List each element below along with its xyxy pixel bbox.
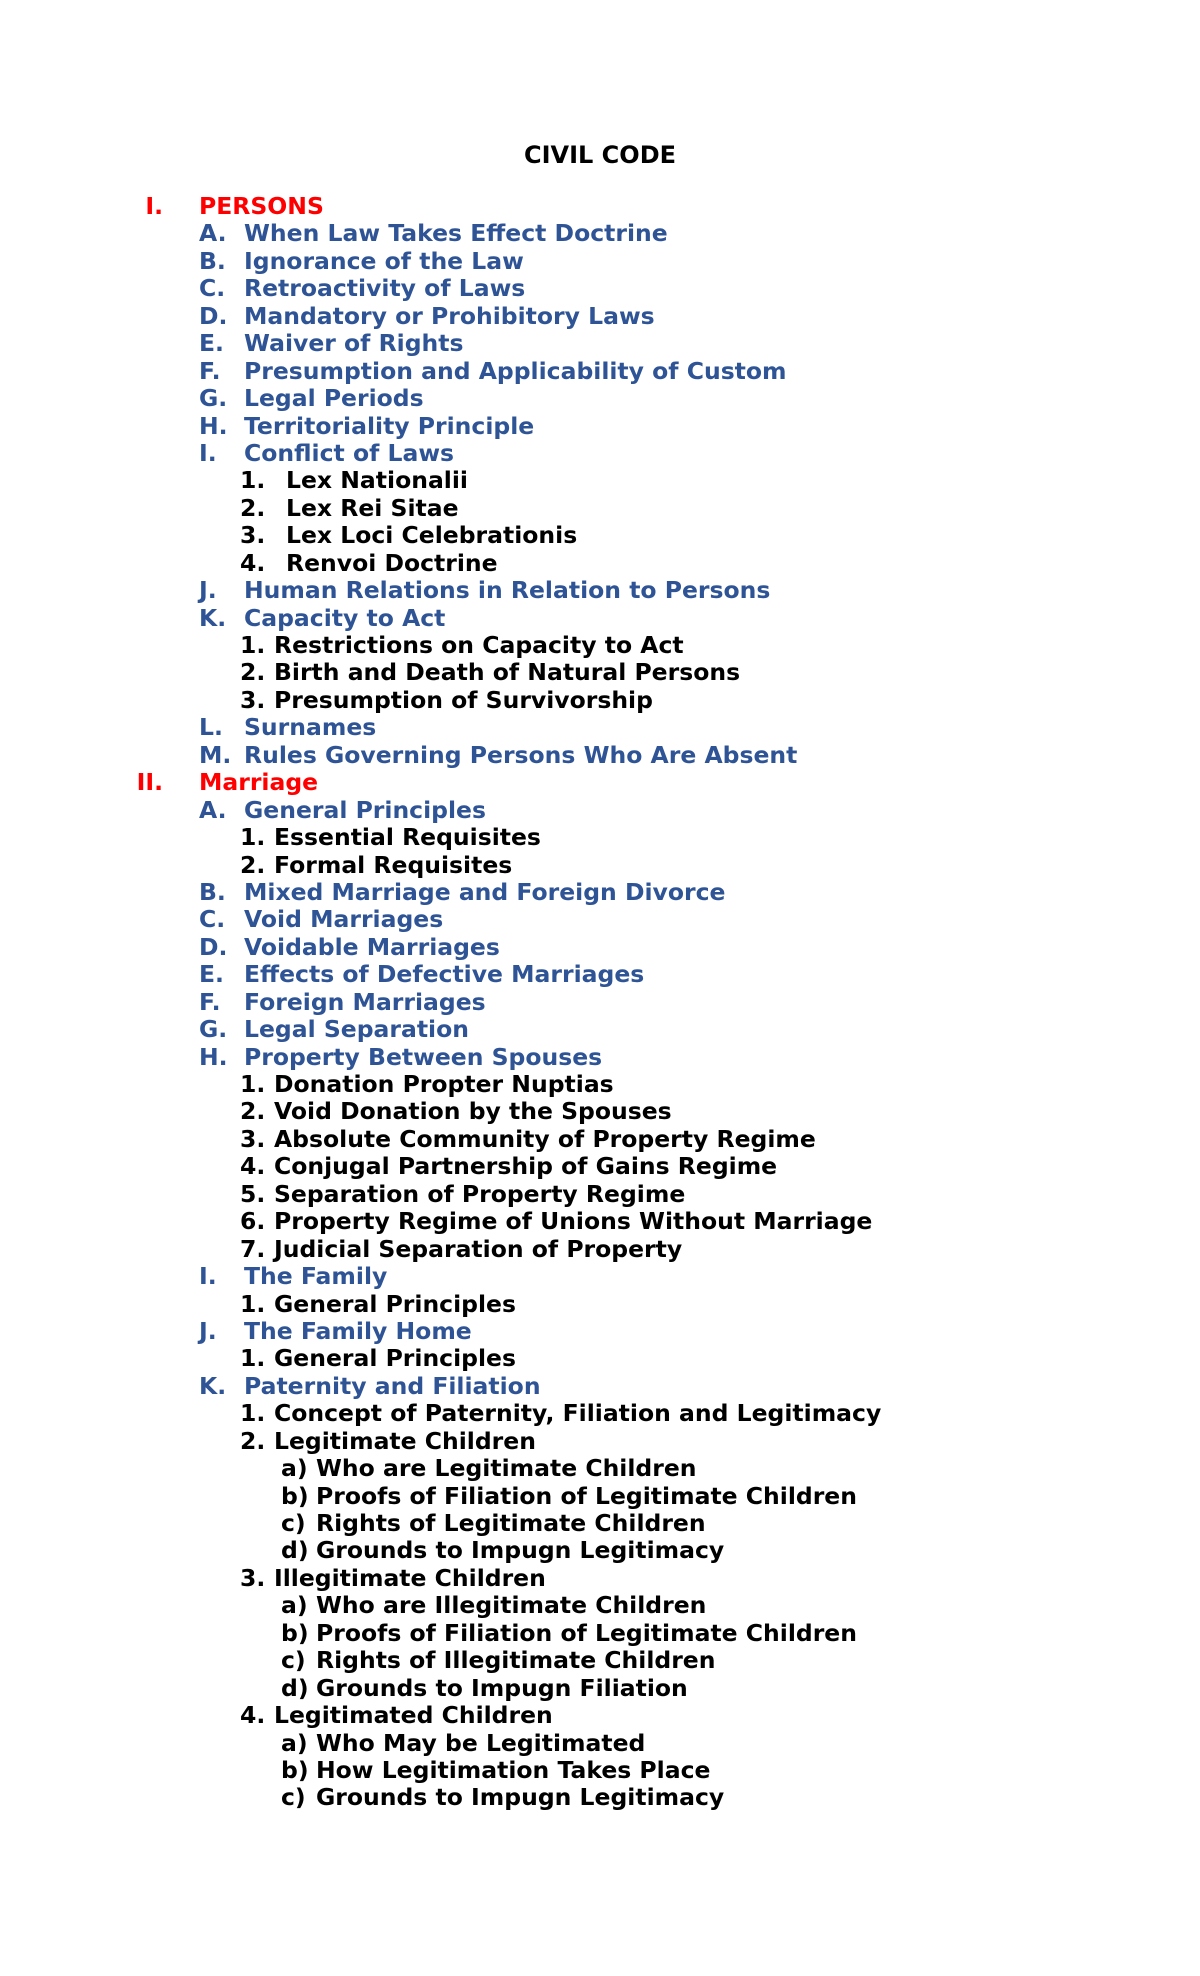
outline-marker: A. (199, 795, 227, 824)
outline-item-level-3 (0, 1098, 1200, 1125)
outline-text: Proofs of Filiation of Legitimate Children (316, 1618, 857, 1647)
outline-item-level-2 (0, 1263, 1200, 1290)
outline-text: Lex Rei Sitae (286, 493, 459, 522)
outline-text: Property Regime of Unions Without Marriage (274, 1207, 873, 1236)
outline-marker: G. (199, 384, 228, 413)
outline-text: Restrictions on Capacity to Act (274, 631, 684, 659)
outline-marker: d) (281, 1536, 309, 1565)
outline-text: Illegitimate Children (274, 1563, 546, 1592)
outline-text: Formal Requisites (274, 850, 513, 879)
outline-text: Surnames (244, 713, 377, 742)
outline-marker: 4. (240, 548, 266, 577)
outline-marker: 7. (240, 1234, 266, 1263)
outline-item-level-2 (0, 934, 1200, 961)
outline-item-level-2 (0, 248, 1200, 275)
outline-marker: G. (199, 1015, 228, 1044)
outline-marker: D. (199, 932, 228, 961)
outline-text: General Principles (244, 795, 486, 824)
outline-marker: 3. (240, 1124, 266, 1153)
outline-item-level-3 (0, 632, 1200, 659)
outline-text: Grounds to Impugn Filiation (316, 1673, 688, 1702)
outline-item-level-4 (0, 1537, 1200, 1564)
outline-item-level-2 (0, 742, 1200, 769)
outline-marker: b) (281, 1481, 309, 1510)
outline-item-level-2 (0, 577, 1200, 604)
outline-text: General Principles (274, 1289, 516, 1318)
outline-marker: C. (199, 274, 226, 303)
outline-text: Conflict of Laws (244, 438, 455, 467)
outline-marker: c) (281, 1646, 306, 1675)
outline-text: Donation Propter Nuptias (274, 1070, 614, 1098)
outline-item-level-2 (0, 275, 1200, 302)
outline-item-level-2 (0, 605, 1200, 632)
outline-text: Renvoi Doctrine (286, 548, 498, 577)
outline-item-level-2 (0, 1373, 1200, 1400)
outline-item-level-3 (0, 467, 1200, 494)
outline-text: Territoriality Principle (244, 411, 535, 440)
outline-item-level-3 (0, 1428, 1200, 1455)
outline-text: Paternity and Filiation (244, 1371, 541, 1400)
outline-text: The Family Home (244, 1316, 472, 1345)
outline-item-level-2 (0, 413, 1200, 440)
outline-marker: L. (199, 713, 223, 742)
outline-text: Rights of Legitimate Children (316, 1509, 706, 1537)
outline-item-level-4 (0, 1592, 1200, 1619)
outline-marker: B. (199, 877, 226, 906)
outline-text: The Family (244, 1262, 388, 1291)
outline-marker: 1. (240, 1399, 266, 1428)
outline-text: Presumption and Applicability of Custom (244, 356, 787, 385)
outline-marker: 3. (240, 685, 266, 714)
outline-item-level-2 (0, 440, 1200, 467)
outline-item-level-2 (0, 385, 1200, 412)
outline-item-level-3 (0, 1345, 1200, 1372)
outline-text: Voidable Marriages (244, 932, 500, 961)
outline-item-level-3 (0, 1153, 1200, 1180)
outline-marker: c) (281, 1509, 306, 1537)
outline-item-level-4 (0, 1510, 1200, 1537)
outline-marker: 3. (240, 521, 266, 550)
outline-marker: 4. (240, 1152, 266, 1181)
outline-text: Essential Requisites (274, 823, 541, 852)
outline-marker: 2. (240, 1426, 266, 1455)
outline-item-level-4 (0, 1620, 1200, 1647)
outline-marker: K. (199, 1371, 227, 1400)
outline-marker: J. (199, 576, 217, 605)
outline-item-level-3 (0, 1291, 1200, 1318)
outline-marker: H. (199, 411, 228, 440)
outline-marker: M. (199, 740, 232, 769)
outline-item-level-2 (0, 220, 1200, 247)
outline-marker: 2. (240, 1097, 266, 1126)
outline-marker: a) (281, 1454, 308, 1483)
outline-marker: 3. (240, 1563, 266, 1592)
outline-text: Legal Periods (244, 384, 424, 413)
outline-text: Who are Illegitimate Children (316, 1591, 707, 1620)
outline-marker: K. (199, 603, 227, 632)
outline-marker: c) (281, 1783, 306, 1812)
outline-marker: E. (199, 329, 224, 358)
outline-text: Who May be Legitimated (316, 1728, 646, 1757)
outline-marker: B. (199, 246, 226, 275)
outline-item-level-3 (0, 550, 1200, 577)
outline-item-level-3 (0, 1126, 1200, 1153)
outline-item-level-2 (0, 1016, 1200, 1043)
outline-marker: 2. (240, 493, 266, 522)
outline-text: Grounds to Impugn Legitimacy (316, 1783, 725, 1812)
outline-item-level-3 (0, 687, 1200, 714)
outline-text: Legal Separation (244, 1015, 469, 1044)
outline-text: Capacity to Act (244, 603, 446, 632)
outline-marker: a) (281, 1591, 308, 1620)
outline-item-level-2 (0, 1044, 1200, 1071)
outline-text: Rules Governing Persons Who Are Absent (244, 740, 798, 769)
outline-text: Judicial Separation of Property (274, 1234, 683, 1263)
outline-item-level-3 (0, 824, 1200, 851)
outline-text: Human Relations in Relation to Persons (244, 576, 771, 605)
outline-marker: C. (199, 905, 226, 934)
outline-marker: 1. (240, 823, 266, 852)
outline-text: Retroactivity of Laws (244, 274, 526, 303)
outline-item-level-3 (0, 1071, 1200, 1098)
outline-item-level-3 (0, 522, 1200, 549)
outline-item-level-2 (0, 906, 1200, 933)
outline-text: Proofs of Filiation of Legitimate Children (316, 1481, 857, 1510)
outline-marker: 4. (240, 1701, 266, 1730)
outline-item-level-1 (0, 769, 1200, 796)
outline-marker: I. (145, 192, 163, 220)
outline-text: Separation of Property Regime (274, 1179, 686, 1208)
outline-item-level-4 (0, 1675, 1200, 1702)
outline-text: Property Between Spouses (244, 1042, 603, 1071)
outline-text: Mandatory or Prohibitory Laws (244, 301, 655, 330)
outline-text: General Principles (274, 1344, 516, 1373)
outline-marker: b) (281, 1618, 309, 1647)
outline-item-level-1 (0, 193, 1200, 220)
outline-text: Effects of Defective Marriages (244, 960, 645, 989)
outline-marker: 1. (240, 1289, 266, 1318)
outline-text: Legitimated Children (274, 1701, 553, 1730)
outline-marker: d) (281, 1673, 309, 1702)
outline-marker: 2. (240, 658, 266, 687)
outline-text: Waiver of Rights (244, 329, 464, 358)
outline-item-level-2 (0, 358, 1200, 385)
outline-marker: F. (199, 987, 221, 1016)
outline-item-level-3 (0, 659, 1200, 686)
outline-marker: A. (199, 219, 227, 248)
outline-item-level-2 (0, 303, 1200, 330)
outline-marker: D. (199, 301, 228, 330)
outline-marker: 1. (240, 631, 266, 659)
outline-marker: 1. (240, 1070, 266, 1098)
outline-item-level-2 (0, 714, 1200, 741)
outline-marker: 1. (240, 1344, 266, 1373)
outline-item-level-4 (0, 1784, 1200, 1811)
outline-item-level-2 (0, 1318, 1200, 1345)
outline-item-level-3 (0, 495, 1200, 522)
outline-text: Lex Nationalii (286, 466, 468, 495)
outline-text: Presumption of Survivorship (274, 685, 653, 714)
outline-text: Marriage (199, 768, 319, 797)
outline-item-level-4 (0, 1647, 1200, 1674)
outline-item-level-4 (0, 1730, 1200, 1757)
outline-marker: 5. (240, 1179, 266, 1208)
outline-marker: a) (281, 1728, 308, 1757)
outline-text: Absolute Community of Property Regime (274, 1124, 816, 1153)
outline-text: Void Donation by the Spouses (274, 1097, 672, 1126)
outline-marker: H. (199, 1042, 228, 1071)
outline-text: Rights of Illegitimate Children (316, 1646, 716, 1675)
document-title: CIVIL CODE (523, 141, 677, 169)
outline-marker: 2. (240, 850, 266, 879)
outline-marker: I. (199, 438, 217, 467)
outline-text: Void Marriages (244, 905, 444, 934)
outline-marker: I. (199, 1262, 217, 1291)
outline-item-level-2 (0, 797, 1200, 824)
outline-marker: E. (199, 960, 224, 989)
outline-text: Grounds to Impugn Legitimacy (316, 1536, 725, 1565)
outline-marker: II. (136, 768, 163, 797)
outline-marker: 6. (240, 1207, 266, 1236)
outline-marker: J. (199, 1316, 217, 1345)
outline-text: How Legitimation Takes Place (316, 1755, 711, 1784)
outline-text: Ignorance of the Law (244, 246, 524, 275)
outline-item-level-4 (0, 1455, 1200, 1482)
outline-list (0, 193, 1200, 1812)
outline-item-level-4 (0, 1757, 1200, 1784)
outline-text: Lex Loci Celebrationis (286, 521, 578, 550)
outline-item-level-3 (0, 1208, 1200, 1235)
outline-text: Who are Legitimate Children (316, 1454, 697, 1483)
outline-text: PERSONS (199, 192, 324, 220)
outline-item-level-3 (0, 852, 1200, 879)
outline-item-level-3 (0, 1236, 1200, 1263)
outline-item-level-4 (0, 1483, 1200, 1510)
outline-text: Foreign Marriages (244, 987, 486, 1016)
outline-text: Concept of Paternity, Filiation and Legitimacy (274, 1399, 882, 1428)
outline-item-level-2 (0, 989, 1200, 1016)
outline-text: Mixed Marriage and Foreign Divorce (244, 877, 726, 906)
outline-item-level-2 (0, 961, 1200, 988)
outline-item-level-2 (0, 879, 1200, 906)
outline-item-level-3 (0, 1400, 1200, 1427)
outline-item-level-3 (0, 1181, 1200, 1208)
outline-text: Legitimate Children (274, 1426, 536, 1455)
outline-item-level-3 (0, 1702, 1200, 1729)
outline-text: When Law Takes Effect Doctrine (244, 219, 668, 248)
outline-marker: b) (281, 1755, 309, 1784)
outline-marker: 1. (240, 466, 266, 495)
outline-item-level-3 (0, 1565, 1200, 1592)
outline-text: Conjugal Partnership of Gains Regime (274, 1152, 778, 1181)
outline-item-level-2 (0, 330, 1200, 357)
outline-text: Birth and Death of Natural Persons (274, 658, 741, 687)
outline-marker: F. (199, 356, 221, 385)
